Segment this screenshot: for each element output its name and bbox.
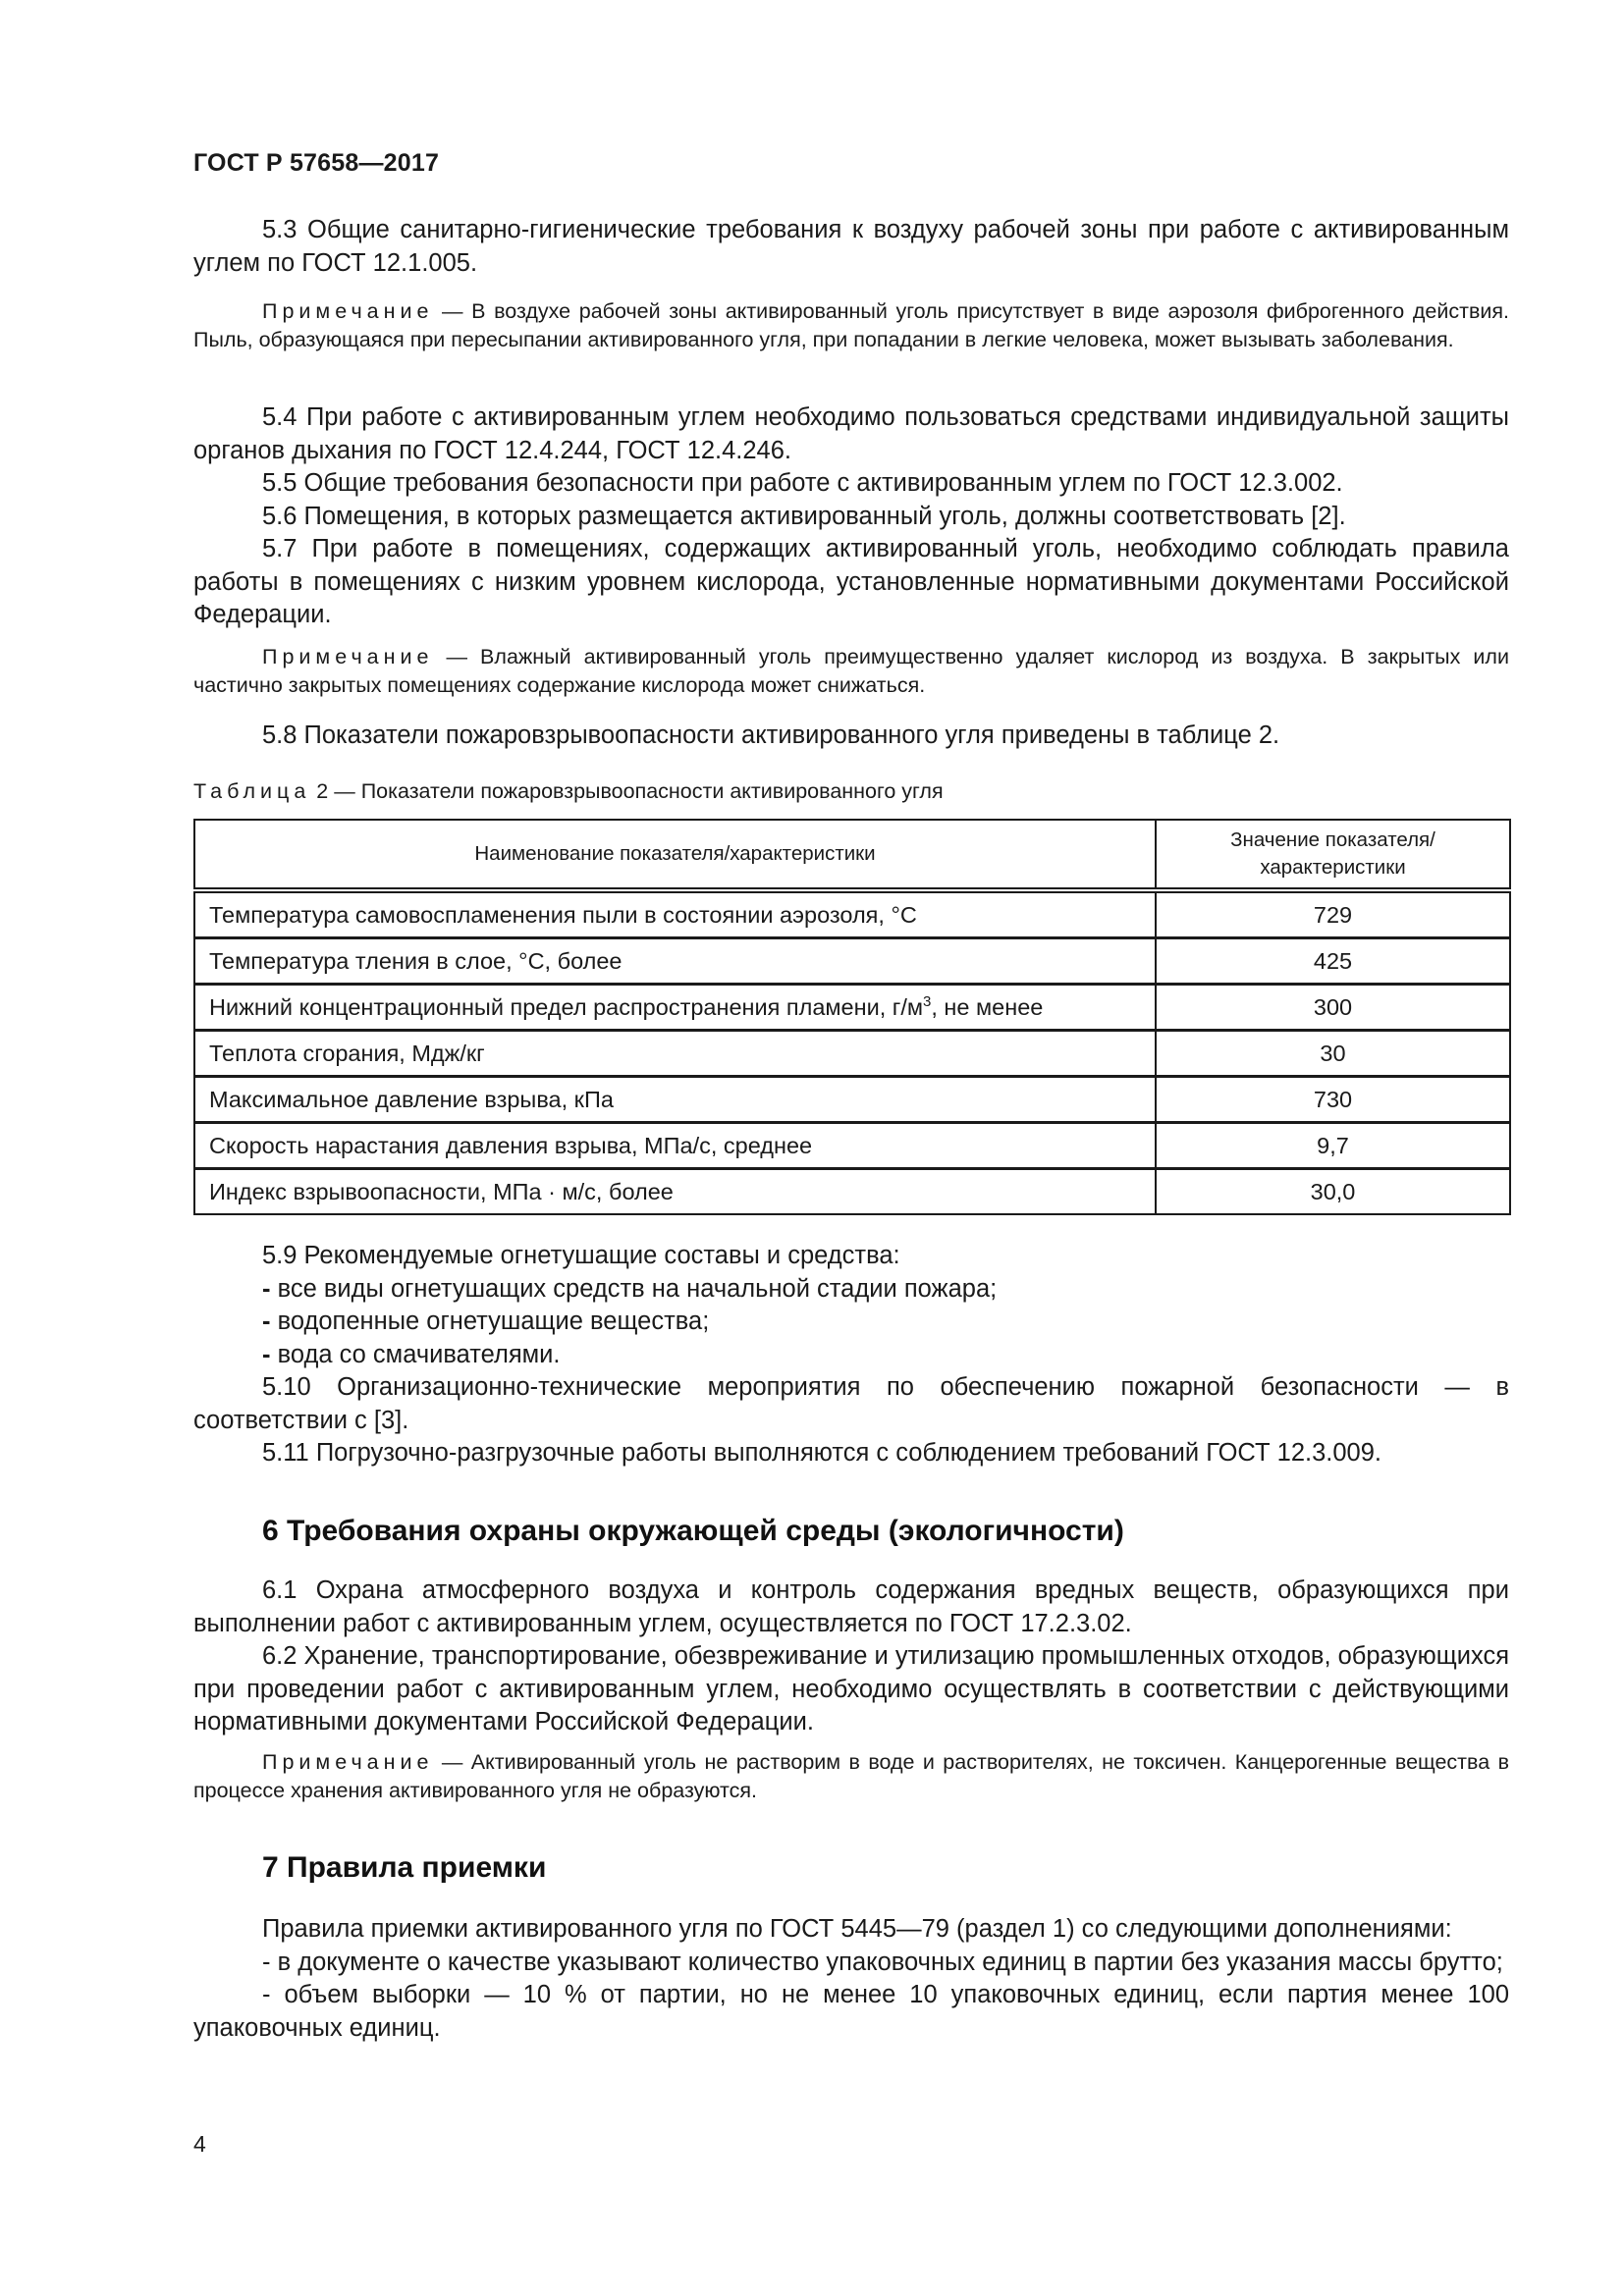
paragraph-5-6: 5.6 Помещения, в которых размещается активированный уголь, должны соответствовать [2]. bbox=[262, 502, 1346, 530]
table-header-row bbox=[194, 820, 1510, 890]
table-row bbox=[194, 1077, 1510, 1123]
document-id-header: ГОСТ Р 57658—2017 bbox=[193, 149, 440, 177]
bullet-item bbox=[193, 1273, 1509, 1307]
bullet-text: вода со смачивателями. bbox=[277, 1340, 561, 1368]
row-name: Скорость нарастания давления взрыва, МПа/с, среднее bbox=[194, 1123, 1156, 1169]
paragraph-6-2: 6.2 Хранение, транспортирование, обезвреживание и утилизацию промышленных отходов, образующихся при проведении работ с активированным углем, необходимо осуществлять в соответствии с действующими нормативными документами Российской Федерации. bbox=[193, 1642, 1510, 1735]
row-value: 730 bbox=[1156, 1077, 1510, 1123]
clauses-5-9-to-5-11 bbox=[193, 1240, 1509, 1470]
bullet-text: водопенные огнетушащие вещества; bbox=[277, 1308, 710, 1335]
note-2 bbox=[193, 643, 1509, 699]
row-name: Теплота сгорания, Мдж/кг bbox=[194, 1031, 1156, 1077]
row-name-text: Нижний концентрационный предел распространения пламени, г/м bbox=[209, 993, 924, 1020]
page-number: 4 bbox=[193, 2131, 206, 2157]
section-7-body bbox=[193, 1913, 1509, 2045]
section-6-note bbox=[193, 1748, 1509, 1804]
section-7-item: - объем выборки — 10 % от партии, но не менее 10 упаковочных единиц, если партия менее 100 упаковочных единиц. bbox=[193, 1981, 1509, 2042]
clauses-5-4-to-5-7 bbox=[193, 401, 1509, 632]
bullet-item bbox=[193, 1306, 1509, 1339]
row-name: Индекс взрывоопасности, МПа · м/с, более bbox=[194, 1169, 1156, 1215]
paragraph-5-11: 5.11 Погрузочно-разгрузочные работы выполняются с соблюдением требований ГОСТ 12.3.009. bbox=[262, 1439, 1381, 1467]
note-2-paragraph bbox=[193, 643, 1509, 699]
table-caption-text: 2 — Показатели пожаровзрывоопасности активированного угля bbox=[310, 779, 944, 803]
clause-5-3 bbox=[193, 214, 1509, 280]
section-6-heading: 6 Требования охраны окружающей среды (экологичности) bbox=[262, 1515, 1124, 1547]
note-label: Примечание bbox=[262, 645, 434, 668]
superscript: 3 bbox=[923, 992, 932, 1010]
paragraph-5-8: 5.8 Показатели пожаровзрывоопасности активированного угля приведены в таблице 2. bbox=[262, 721, 1280, 749]
note-1 bbox=[193, 297, 1509, 353]
column-header-name: Наименование показателя/характеристики bbox=[194, 820, 1156, 890]
paragraph-5-9: 5.9 Рекомендуемые огнетушащие составы и средства: bbox=[262, 1242, 900, 1269]
table-caption-label: Таблица bbox=[193, 779, 311, 803]
bullet-item bbox=[193, 1339, 1509, 1372]
note-1-paragraph bbox=[193, 297, 1509, 353]
table-row bbox=[194, 1031, 1510, 1077]
paragraph-5-7: 5.7 При работе в помещениях, содержащих активированный уголь, необходимо соблюдать правила работы в помещениях с низким уровнем кислорода, установленные нормативными документами Российской Федерации. bbox=[193, 535, 1509, 628]
paragraph-5-10: 5.10 Организационно-технические мероприятия по обеспечению пожарной безопасности — в соответствии с [3]. bbox=[193, 1373, 1509, 1434]
row-name: Температура тления в слое, °С, более bbox=[194, 938, 1156, 985]
row-value: 9,7 bbox=[1156, 1123, 1510, 1169]
row-name-text-suffix: , не менее bbox=[931, 993, 1044, 1020]
bullet-dash: - bbox=[262, 1274, 271, 1303]
table-row bbox=[194, 890, 1510, 938]
row-value: 30 bbox=[1156, 1031, 1510, 1077]
note-2-text: — Влажный активированный уголь преимущественно удаляет кислород из воздуха. В закрытых или частично закрытых помещениях содержание кислорода может снижаться. bbox=[193, 645, 1509, 697]
paragraph-5-5: 5.5 Общие требования безопасности при работе с активированным углем по ГОСТ 12.3.002. bbox=[262, 469, 1343, 497]
paragraph-5-4: 5.4 При работе с активированным углем необходимо пользоваться средствами индивидуальной защиты органов дыхания по ГОСТ 12.4.244, ГОСТ 12.4.246. bbox=[193, 403, 1509, 464]
table-row bbox=[194, 938, 1510, 985]
bullet-dash: - bbox=[262, 1308, 271, 1335]
table-row bbox=[194, 1123, 1510, 1169]
section-7-item: - в документе о качестве указывают количество упаковочных единиц в партии без указания массы брутто; bbox=[262, 1948, 1503, 1976]
note-1-text: — В воздухе рабочей зоны активированный уголь присутствует в виде аэрозоля фиброгенного действия. Пыль, образующаяся при пересыпании активированного угля, при попадании в легкие человека, может вызывать заболевания. bbox=[193, 299, 1509, 351]
table-row bbox=[194, 1169, 1510, 1215]
note-label: Примечание bbox=[262, 299, 434, 323]
table-row bbox=[194, 985, 1510, 1031]
fire-explosion-hazard-table bbox=[193, 819, 1511, 1215]
row-value: 425 bbox=[1156, 938, 1510, 985]
paragraph-6-1: 6.1 Охрана атмосферного воздуха и контроль содержания вредных веществ, образующихся при выполнении работ с активированным углем, осуществляется по ГОСТ 17.2.3.02. bbox=[193, 1576, 1509, 1637]
column-header-value: Значение показателя/характеристики bbox=[1156, 820, 1510, 890]
row-value: 729 bbox=[1156, 890, 1510, 938]
clause-5-8 bbox=[193, 720, 1509, 753]
bullet-dash: - bbox=[262, 1340, 271, 1368]
section-7-intro: Правила приемки активированного угля по ГОСТ 5445—79 (раздел 1) со следующими дополнениями: bbox=[262, 1915, 1452, 1943]
table-caption bbox=[193, 777, 1509, 805]
note-3-paragraph bbox=[193, 1748, 1509, 1804]
row-name: Максимальное давление взрыва, кПа bbox=[194, 1077, 1156, 1123]
row-name bbox=[194, 985, 1156, 1031]
section-7-heading: 7 Правила приемки bbox=[262, 1851, 547, 1884]
note-3-text: — Активированный уголь не растворим в воде и растворителях, не токсичен. Канцерогенные вещества в процессе хранения активированного угля не образуются. bbox=[193, 1750, 1509, 1802]
row-name: Температура самовоспламенения пыли в состоянии аэрозоля, °С bbox=[194, 890, 1156, 938]
paragraph-5-3: 5.3 Общие санитарно-гигиенические требования к воздуху рабочей зоны при работе с активированным углем по ГОСТ 12.1.005. bbox=[193, 216, 1509, 277]
note-label: Примечание bbox=[262, 1750, 434, 1774]
row-value: 30,0 bbox=[1156, 1169, 1510, 1215]
row-value: 300 bbox=[1156, 985, 1510, 1031]
bullet-text: все виды огнетушащих средств на начальной стадии пожара; bbox=[277, 1274, 998, 1303]
section-6-body bbox=[193, 1575, 1509, 1739]
